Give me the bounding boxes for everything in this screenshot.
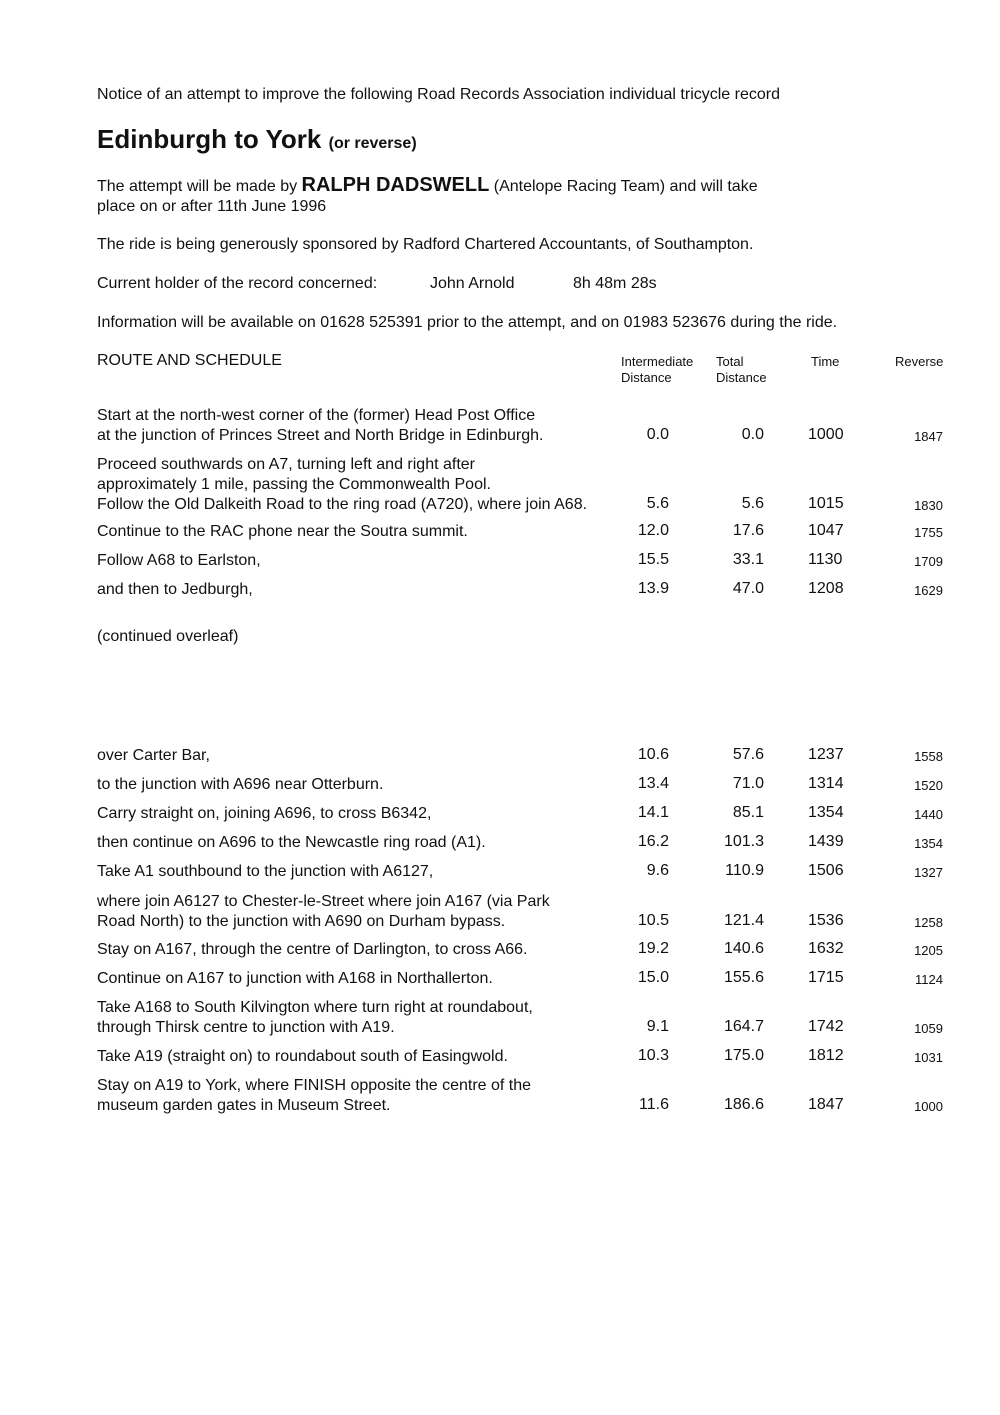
intermediate-distance: 15.5: [637, 551, 669, 568]
total-distance: 57.6: [732, 746, 764, 763]
route-heading: ROUTE AND SCHEDULE: [97, 352, 282, 369]
schedule-time: 1130: [808, 551, 843, 568]
total-distance: 155.6: [723, 969, 764, 986]
route-description: Carry straight on, joining A696, to cross B6342,: [97, 805, 432, 822]
total-distance: 47.0: [732, 580, 764, 597]
total-distance: 110.9: [725, 862, 764, 879]
total-distance: 5.6: [741, 495, 764, 512]
column-time: Time: [811, 354, 840, 369]
total-distance: 101.3: [723, 833, 764, 850]
intermediate-distance: 5.6: [646, 495, 669, 512]
reverse-time: 1629: [914, 583, 943, 598]
continued-note: (continued overleaf): [97, 628, 239, 645]
schedule-time: 1812: [808, 1047, 844, 1064]
route-description: where join A6127 to Chester-le-Street where join A167 (via Park Road North) to the junction with A690 on Durham bypass.: [97, 893, 550, 930]
reverse-time: 1520: [914, 778, 943, 793]
total-distance: 164.7: [723, 1018, 764, 1035]
total-distance: 17.6: [732, 522, 764, 539]
column-reverse: Reverse: [895, 354, 944, 369]
route-description: Stay on A167, through the centre of Darlington, to cross A66.: [97, 941, 528, 958]
holder-time: 8h 48m 28s: [573, 275, 657, 292]
schedule-time: 1536: [808, 912, 844, 929]
reverse-time: 1440: [914, 807, 943, 822]
route-description: Continue on A167 to junction with A168 in Northallerton.: [97, 970, 493, 987]
intermediate-distance: 13.9: [637, 580, 669, 597]
route-description: then continue on A696 to the Newcastle ring road (A1).: [97, 834, 486, 851]
holder-name: John Arnold: [430, 275, 515, 292]
schedule-time: 1354: [808, 804, 844, 821]
route-description: Take A19 (straight on) to roundabout south of Easingwold.: [97, 1048, 508, 1065]
intermediate-distance: 10.6: [637, 746, 669, 763]
schedule-time: 1000: [808, 426, 844, 443]
route-description: Start at the north-west corner of the (former) Head Post Office at the junction of Princes Street and North Bridge in Edinburgh.: [97, 407, 544, 444]
reverse-time: 1830: [914, 498, 943, 513]
column-total-distance: Total Distance: [716, 354, 767, 385]
intermediate-distance: 15.0: [637, 969, 669, 986]
schedule-time: 1506: [808, 862, 844, 879]
intermediate-distance: 19.2: [637, 940, 669, 957]
total-distance: 0.0: [741, 426, 764, 443]
holder-label: Current holder of the record concerned:: [97, 275, 378, 292]
reverse-time: 1205: [914, 943, 943, 958]
route-description: Proceed southwards on A7, turning left and right after approximately 1 mile, passing the Commonwealth Pool. Follow the Old Dalkeith Road to the ring road (A720), where join A68.: [97, 456, 588, 513]
reverse-time: 1124: [915, 972, 943, 987]
reverse-time: 1000: [914, 1099, 943, 1114]
rider-name: RALPH DADSWELL: [301, 174, 490, 196]
route-description: Follow A68 to Earlston,: [97, 552, 261, 569]
attempt-date: place on or after 11th June 1996: [97, 198, 327, 215]
intermediate-distance: 0.0: [646, 426, 669, 443]
route-description: and then to Jedburgh,: [97, 581, 253, 598]
intermediate-distance: 16.2: [637, 833, 669, 850]
total-distance: 186.6: [723, 1096, 764, 1113]
intermediate-distance: 13.4: [637, 775, 669, 792]
intermediate-distance: 9.6: [646, 862, 669, 879]
reverse-time: 1755: [914, 525, 943, 540]
attempt-pre: The attempt will be made by: [97, 178, 302, 195]
intermediate-distance: 10.3: [637, 1047, 669, 1064]
reverse-time: 1327: [914, 865, 943, 880]
schedule-time: 1632: [808, 940, 844, 957]
schedule-time: 1314: [808, 775, 844, 792]
schedule-time: 1439: [808, 833, 844, 850]
info-text: Information will be available on 01628 525391 prior to the attempt, and on 01983 523676 during the ride.: [97, 314, 838, 331]
schedule-time: 1047: [808, 522, 844, 539]
intermediate-distance: 11.6: [639, 1096, 669, 1113]
column-intermediate-distance: Intermediate Distance: [621, 354, 694, 385]
intermediate-distance: 9.1: [646, 1018, 669, 1035]
reverse-time: 1558: [914, 749, 943, 764]
attempt-post: (Antelope Racing Team) and will take: [489, 178, 758, 195]
route-description: over Carter Bar,: [97, 747, 210, 764]
reverse-time: 1059: [914, 1021, 943, 1036]
page-title: [97, 124, 417, 155]
reverse-time: 1709: [914, 554, 943, 569]
reverse-time: 1031: [914, 1050, 943, 1065]
intermediate-distance: 14.1: [637, 804, 669, 821]
route-description: Take A168 to South Kilvington where turn right at roundabout, through Thirsk centre to junction with A19.: [97, 999, 533, 1036]
total-distance: 33.1: [732, 551, 764, 568]
title-text: Edinburgh to York: [97, 124, 322, 154]
reverse-time: 1847: [914, 429, 943, 444]
schedule-time: 1847: [808, 1096, 844, 1113]
title-suffix: (or reverse): [328, 135, 417, 152]
route-description: Take A1 southbound to the junction with A6127,: [97, 863, 434, 880]
sponsor-text: The ride is being generously sponsored by Radford Chartered Accountants, of Southampton.: [97, 236, 754, 253]
intermediate-distance: 12.0: [637, 522, 669, 539]
schedule-time: 1237: [808, 746, 844, 763]
total-distance: 140.6: [723, 940, 764, 957]
attempt-paragraph: [97, 175, 758, 217]
schedule-time: 1208: [808, 580, 844, 597]
schedule-time: 1715: [808, 969, 844, 986]
total-distance: 71.0: [732, 775, 764, 792]
total-distance: 121.4: [723, 912, 764, 929]
schedule-time: 1742: [808, 1018, 844, 1035]
total-distance: 85.1: [732, 804, 764, 821]
schedule-time: 1015: [808, 495, 844, 512]
total-distance: 175.0: [723, 1047, 764, 1064]
route-description: Stay on A19 to York, where FINISH opposite the centre of the museum garden gates in Museum Street.: [97, 1077, 532, 1114]
notice-text: Notice of an attempt to improve the following Road Records Association individual tricycle record: [97, 86, 780, 103]
reverse-time: 1354: [914, 836, 943, 851]
route-description: Continue to the RAC phone near the Soutra summit.: [97, 523, 468, 540]
route-description: to the junction with A696 near Otterburn.: [97, 776, 384, 793]
reverse-time: 1258: [914, 915, 943, 930]
intermediate-distance: 10.5: [637, 912, 669, 929]
